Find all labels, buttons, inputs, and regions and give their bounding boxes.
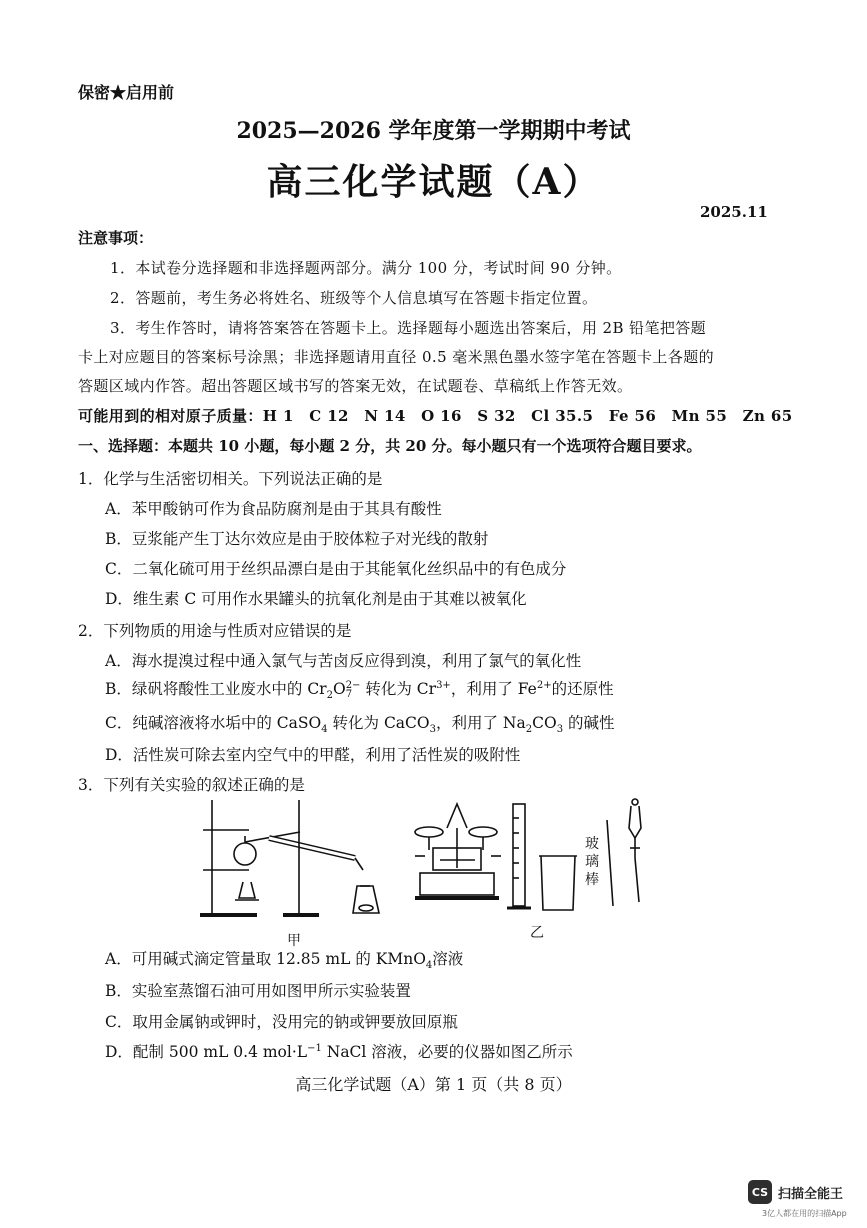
q1-option-a: A．苯甲酸钠可作为食品防腐剂是由于其具有酸性 <box>105 500 442 518</box>
confidential-mark: 保密★启用前 <box>78 83 175 102</box>
atomic-masses: 可能用到的相对原子质量：H 1 C 12 N 14 O 16 S 32 Cl 35.5 Fe 56 Mn 55 Zn 65 <box>78 407 793 425</box>
q3-option-c: C．取用金属钠或钾时，没用完的钠或钾要放回原瓶 <box>105 1013 458 1031</box>
distillation-apparatus <box>200 800 379 915</box>
note-line: 3．考生作答时，请将答案答在答题卡上。选择题每小题选出答案后，用 2B 铅笔把答题 <box>110 319 707 337</box>
scanner-slogan: 3亿人都在用的扫描App <box>762 1209 847 1218</box>
q1-option-c: C．二氧化硫可用于丝织品漂白是由于其能氧化丝织品中的有色成分 <box>105 560 567 578</box>
q3-option-b: B．实验室蒸馏石油可用如图甲所示实验装置 <box>105 982 411 1000</box>
q1-option-d: D．维生素 C 可用作水果罐头的抗氧化剂是由于其难以被氧化 <box>105 590 527 608</box>
q1-option-b: B．豆浆能产生丁达尔效应是由于胶体粒子对光线的散射 <box>105 530 489 548</box>
graduated-cylinder <box>507 804 531 908</box>
note-line: 答题区域内作答。超出答题区域书写的答案无效，在试题卷、草稿纸上作答无效。 <box>78 377 633 395</box>
scanner-logo-icon: CS <box>748 1180 772 1204</box>
glass-rod <box>607 820 613 906</box>
page-footer: 高三化学试题（A）第 1 页（共 8 页） <box>295 1075 572 1094</box>
page-title: 高三化学试题（A） <box>266 161 601 203</box>
question-1-stem: 1．化学与生活密切相关。下列说法正确的是 <box>78 470 383 488</box>
question-2-stem: 2．下列物质的用途与性质对应错误的是 <box>78 622 352 640</box>
note-line: 卡上对应题目的答案标号涂黑；非选择题请用直径 0.5 毫米黑色墨水签字笔在答题卡上各题的 <box>78 348 714 366</box>
note-line: 2．答题前，考生务必将姓名、班级等个人信息填写在答题卡指定位置。 <box>110 289 598 307</box>
exam-date: 2025.11 <box>700 203 768 221</box>
scanner-watermark <box>748 1180 843 1204</box>
exam-term: 2025—2026 学年度第一学期期中考试 <box>236 118 631 144</box>
beaker <box>539 856 577 910</box>
q3-option-a: A．可用碱式滴定管量取 12.85 mL 的 KMnO$_4$溶液 <box>105 950 464 972</box>
q3-option-d: D．配制 500 mL 0.4 $mol\cdot L^{-1}$ NaCl 溶液，必要的仪器如图乙所示 <box>105 1042 573 1061</box>
q2-option-a: A．海水提溴过程中通入氯气与苦卤反应得到溴，利用了氯气的氧化性 <box>105 652 582 670</box>
scanner-app-name: 扫描全能王 <box>778 1186 844 1202</box>
q2-option-b: B．绿矾将酸性工业废水中的 $Cr_2O$ 2− 7 转化为 $Cr^{3+}$，利用了 $Fe^{2+}$的还原性 <box>105 679 614 702</box>
notes-heading: 注意事项： <box>78 229 154 247</box>
q2-option-c: C．纯碱溶液将水垢中的 CaSO$_4$ 转化为 CaCO$_3$，利用了 $Na_2CO_3$ 的碱性 <box>105 714 615 736</box>
figure-label-yi: 乙 <box>530 925 544 941</box>
section-heading: 一、选择题：本题共 10 小题，每小题 2 分，共 20 分。每小题只有一个选项符合题目要求。 <box>78 437 702 455</box>
q2-option-d: D．活性炭可除去室内空气中的甲醛，利用了活性炭的吸附性 <box>105 746 521 764</box>
question-3-stem: 3．下列有关实验的叙述正确的是 <box>78 776 305 794</box>
figure-label-jia: 甲 <box>287 933 301 949</box>
glass-rod-label: 玻 璃 棒 <box>585 836 599 888</box>
funnel <box>629 799 641 902</box>
balance-apparatus <box>415 804 501 898</box>
note-line: 1．本试卷分选择题和非选择题两部分。满分 100 分，考试时间 90 分钟。 <box>110 259 622 277</box>
